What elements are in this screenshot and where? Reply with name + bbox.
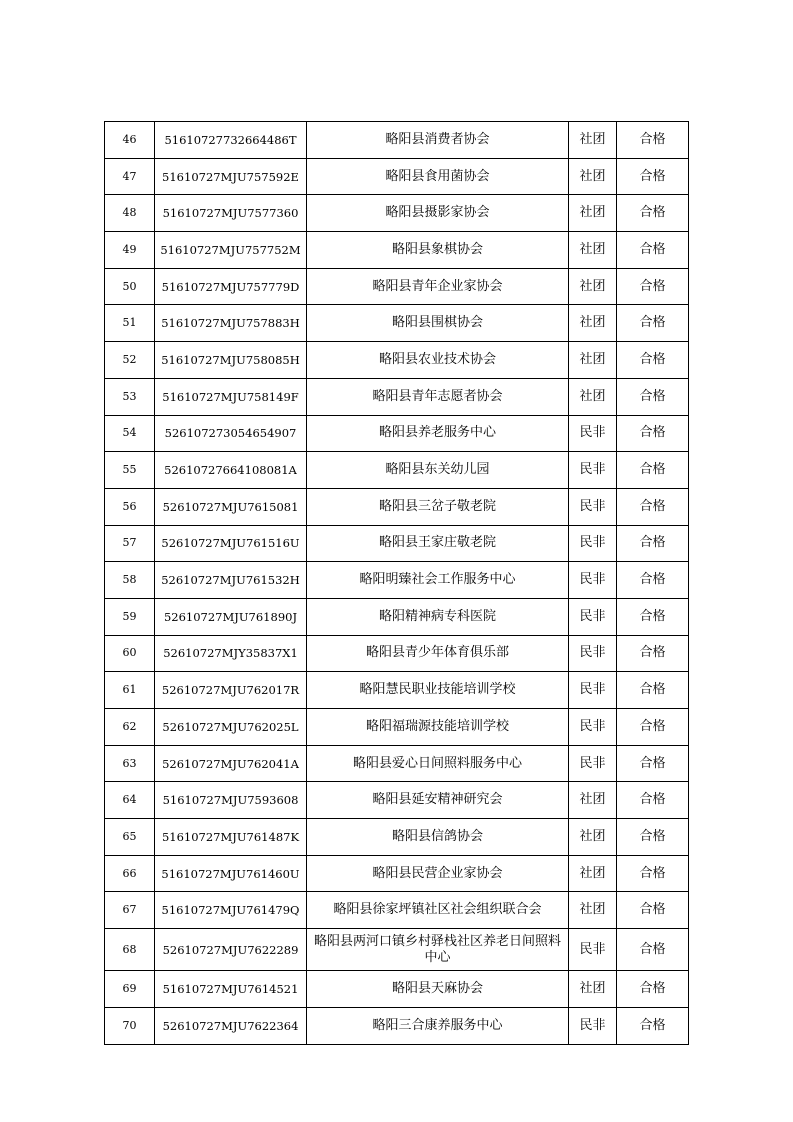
credit-code: 51610727MJU7614521 [155, 971, 307, 1008]
credit-code: 52610727MJU761890J [155, 598, 307, 635]
inspection-result: 合格 [617, 378, 689, 415]
row-number: 67 [105, 892, 155, 929]
credit-code: 52610727MJU7622364 [155, 1007, 307, 1044]
organization-name: 略阳县延安精神研究会 [307, 782, 569, 819]
table-row [105, 892, 689, 929]
organization-type: 社团 [569, 158, 617, 195]
organization-type: 社团 [569, 892, 617, 929]
inspection-result: 合格 [617, 929, 689, 971]
organization-type: 社团 [569, 305, 617, 342]
credit-code: 51610727MJU758149F [155, 378, 307, 415]
row-number: 47 [105, 158, 155, 195]
table-row [105, 305, 689, 342]
organization-name: 略阳县王家庄敬老院 [307, 525, 569, 562]
organization-name: 略阳县青少年体育俱乐部 [307, 635, 569, 672]
organization-name: 略阳县养老服务中心 [307, 415, 569, 452]
organization-name: 略阳县三岔子敬老院 [307, 488, 569, 525]
organization-type: 社团 [569, 122, 617, 159]
table-row [105, 1007, 689, 1044]
credit-code: 51610727MJU761460U [155, 855, 307, 892]
inspection-result: 合格 [617, 971, 689, 1008]
row-number: 53 [105, 378, 155, 415]
credit-code: 51610727MJU761479Q [155, 892, 307, 929]
organization-name: 略阳县象棋协会 [307, 232, 569, 269]
organization-type: 民非 [569, 415, 617, 452]
table-row [105, 195, 689, 232]
organization-type: 社团 [569, 232, 617, 269]
inspection-result: 合格 [617, 268, 689, 305]
credit-code: 51610727MJU757592E [155, 158, 307, 195]
organization-type: 民非 [569, 672, 617, 709]
table-row [105, 268, 689, 305]
row-number: 49 [105, 232, 155, 269]
organization-name: 略阳县青年志愿者协会 [307, 378, 569, 415]
organization-type: 民非 [569, 709, 617, 746]
credit-code: 52610727MJY35837X1 [155, 635, 307, 672]
credit-code: 52610727MJU761532H [155, 562, 307, 599]
credit-code: 52610727MJU7622289 [155, 929, 307, 971]
table-row [105, 452, 689, 489]
organization-name: 略阳精神病专科医院 [307, 598, 569, 635]
organization-type: 民非 [569, 525, 617, 562]
organization-name: 略阳明臻社会工作服务中心 [307, 562, 569, 599]
credit-code: 51610727MJU7593608 [155, 782, 307, 819]
organization-type: 社团 [569, 195, 617, 232]
credit-code: 52610727MJU761516U [155, 525, 307, 562]
row-number: 58 [105, 562, 155, 599]
table-row [105, 378, 689, 415]
organization-type: 民非 [569, 598, 617, 635]
organization-type: 民非 [569, 745, 617, 782]
organization-name: 略阳县青年企业家协会 [307, 268, 569, 305]
credit-code: 52610727MJU7615081 [155, 488, 307, 525]
organization-type: 社团 [569, 819, 617, 856]
table-row [105, 745, 689, 782]
table-body [105, 122, 689, 1045]
inspection-result: 合格 [617, 562, 689, 599]
row-number: 61 [105, 672, 155, 709]
table-row [105, 342, 689, 379]
credit-code: 52610727MJU762017R [155, 672, 307, 709]
organization-name: 略阳县爱心日间照料服务中心 [307, 745, 569, 782]
table-row [105, 598, 689, 635]
organization-type: 民非 [569, 635, 617, 672]
organization-type: 民非 [569, 488, 617, 525]
inspection-result: 合格 [617, 158, 689, 195]
row-number: 69 [105, 971, 155, 1008]
table-row [105, 971, 689, 1008]
credit-code: 51610727MJU7577360 [155, 195, 307, 232]
organization-type: 社团 [569, 342, 617, 379]
row-number: 56 [105, 488, 155, 525]
row-number: 68 [105, 929, 155, 971]
table-row [105, 488, 689, 525]
table-row [105, 635, 689, 672]
inspection-result: 合格 [617, 892, 689, 929]
credit-code: 51610727MJU757883H [155, 305, 307, 342]
row-number: 57 [105, 525, 155, 562]
organization-name: 略阳县民营企业家协会 [307, 855, 569, 892]
organization-name: 略阳县围棋协会 [307, 305, 569, 342]
inspection-result: 合格 [617, 305, 689, 342]
credit-code: 52610727664108081A [155, 452, 307, 489]
credit-code: 51610727MJU757779D [155, 268, 307, 305]
table-row [105, 672, 689, 709]
organization-name: 略阳县农业技术协会 [307, 342, 569, 379]
organization-type: 民非 [569, 1007, 617, 1044]
credit-code: 52610727MJU762025L [155, 709, 307, 746]
organization-name: 略阳慧民职业技能培训学校 [307, 672, 569, 709]
organization-type: 民非 [569, 929, 617, 971]
credit-code: 51610727MJU757752M [155, 232, 307, 269]
organization-name: 略阳县摄影家协会 [307, 195, 569, 232]
table-row [105, 709, 689, 746]
organization-name: 略阳县天麻协会 [307, 971, 569, 1008]
organization-type: 社团 [569, 782, 617, 819]
row-number: 66 [105, 855, 155, 892]
organization-type: 民非 [569, 452, 617, 489]
credit-code: 51610727MJU758085H [155, 342, 307, 379]
inspection-result: 合格 [617, 782, 689, 819]
row-number: 48 [105, 195, 155, 232]
row-number: 55 [105, 452, 155, 489]
inspection-result: 合格 [617, 452, 689, 489]
row-number: 52 [105, 342, 155, 379]
table-row [105, 122, 689, 159]
inspection-result: 合格 [617, 819, 689, 856]
organization-name: 略阳县东关幼儿园 [307, 452, 569, 489]
row-number: 64 [105, 782, 155, 819]
credit-code: 52610727MJU762041A [155, 745, 307, 782]
organization-type: 社团 [569, 378, 617, 415]
row-number: 60 [105, 635, 155, 672]
organization-type: 民非 [569, 562, 617, 599]
organization-type: 社团 [569, 855, 617, 892]
row-number: 54 [105, 415, 155, 452]
credit-code: 51610727MJU761487K [155, 819, 307, 856]
table-row [105, 929, 689, 971]
table-row [105, 415, 689, 452]
table-row [105, 158, 689, 195]
inspection-result: 合格 [617, 598, 689, 635]
inspection-result: 合格 [617, 415, 689, 452]
organization-name: 略阳县食用菌协会 [307, 158, 569, 195]
organization-table [104, 121, 689, 1045]
inspection-result: 合格 [617, 745, 689, 782]
organization-name: 略阳县信鸽协会 [307, 819, 569, 856]
row-number: 59 [105, 598, 155, 635]
organization-name: 略阳县两河口镇乡村驿栈社区养老日间照料中心 [307, 929, 569, 971]
organization-name: 略阳县消费者协会 [307, 122, 569, 159]
inspection-result: 合格 [617, 635, 689, 672]
inspection-result: 合格 [617, 232, 689, 269]
table-row [105, 562, 689, 599]
credit-code: 51610727732664486T [155, 122, 307, 159]
organization-name: 略阳福瑞源技能培训学校 [307, 709, 569, 746]
row-number: 51 [105, 305, 155, 342]
inspection-result: 合格 [617, 1007, 689, 1044]
inspection-result: 合格 [617, 855, 689, 892]
inspection-result: 合格 [617, 709, 689, 746]
inspection-result: 合格 [617, 122, 689, 159]
organization-name: 略阳三合康养服务中心 [307, 1007, 569, 1044]
table-row [105, 525, 689, 562]
inspection-result: 合格 [617, 488, 689, 525]
table-row [105, 855, 689, 892]
credit-code: 526107273054654907 [155, 415, 307, 452]
organization-type: 社团 [569, 268, 617, 305]
organization-type: 社团 [569, 971, 617, 1008]
organization-name: 略阳县徐家坪镇社区社会组织联合会 [307, 892, 569, 929]
row-number: 70 [105, 1007, 155, 1044]
table-row [105, 819, 689, 856]
row-number: 50 [105, 268, 155, 305]
inspection-result: 合格 [617, 672, 689, 709]
row-number: 63 [105, 745, 155, 782]
table-row [105, 782, 689, 819]
inspection-result: 合格 [617, 525, 689, 562]
row-number: 65 [105, 819, 155, 856]
inspection-result: 合格 [617, 342, 689, 379]
row-number: 46 [105, 122, 155, 159]
table-row [105, 232, 689, 269]
row-number: 62 [105, 709, 155, 746]
inspection-result: 合格 [617, 195, 689, 232]
